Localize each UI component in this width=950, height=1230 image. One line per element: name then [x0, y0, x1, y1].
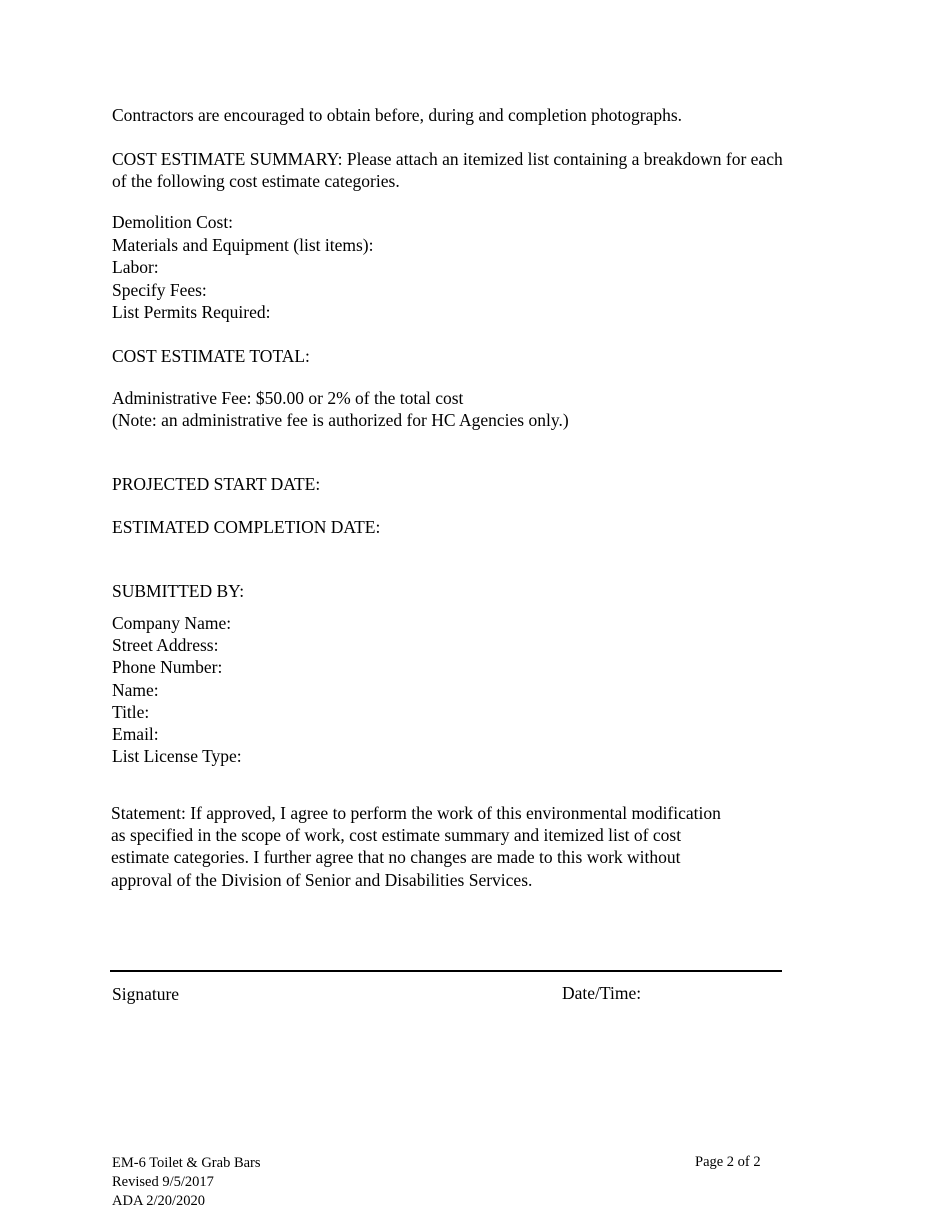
- footer-page-number: Page 2 of 2: [695, 1154, 761, 1170]
- field-email: Email:: [112, 724, 159, 744]
- cost-estimate-total-label: COST ESTIMATE TOTAL:: [112, 346, 310, 366]
- signature-label: Signature: [112, 984, 180, 1004]
- statement-line-4: approval of the Division of Senior and Disabilities Services.: [111, 870, 533, 890]
- estimated-completion-label: ESTIMATED COMPLETION DATE:: [112, 517, 381, 537]
- category-labor: Labor:: [112, 257, 159, 277]
- field-street-address: Street Address:: [112, 635, 219, 655]
- category-permits: List Permits Required:: [112, 302, 271, 322]
- datetime-label: Date/Time:: [562, 983, 642, 1003]
- cost-summary-line-1: COST ESTIMATE SUMMARY: Please attach an itemized list containing a breakdown for each: [112, 149, 783, 169]
- admin-fee-line-1: Administrative Fee: $50.00 or 2% of the total cost: [112, 388, 464, 408]
- intro-text: Contractors are encouraged to obtain before, during and completion photographs.: [112, 105, 683, 125]
- field-company-name: Company Name:: [112, 613, 232, 633]
- cost-summary-line-2: of the following cost estimate categories.: [112, 171, 400, 191]
- category-materials: Materials and Equipment (list items):: [112, 235, 374, 255]
- statement-line-2: as specified in the scope of work, cost estimate summary and itemized list of cost: [111, 825, 682, 845]
- footer-form-name: EM-6 Toilet & Grab Bars: [112, 1155, 261, 1171]
- submitted-by-heading: SUBMITTED BY:: [112, 581, 245, 601]
- statement-line-3: estimate categories. I further agree that no changes are made to this work without: [111, 847, 681, 867]
- admin-fee-line-2: (Note: an administrative fee is authorized for HC Agencies only.): [112, 410, 569, 430]
- field-title: Title:: [112, 702, 150, 722]
- category-demolition: Demolition Cost:: [112, 212, 234, 232]
- signature-line: [110, 970, 782, 972]
- field-license-type: List License Type:: [112, 746, 242, 766]
- projected-start-label: PROJECTED START DATE:: [112, 474, 321, 494]
- footer-revised: Revised 9/5/2017: [112, 1174, 214, 1190]
- field-phone-number: Phone Number:: [112, 657, 223, 677]
- statement-line-1: Statement: If approved, I agree to perform the work of this environmental modification: [111, 803, 721, 823]
- footer-ada: ADA 2/20/2020: [112, 1193, 206, 1209]
- field-name: Name:: [112, 680, 159, 700]
- category-fees: Specify Fees:: [112, 280, 207, 300]
